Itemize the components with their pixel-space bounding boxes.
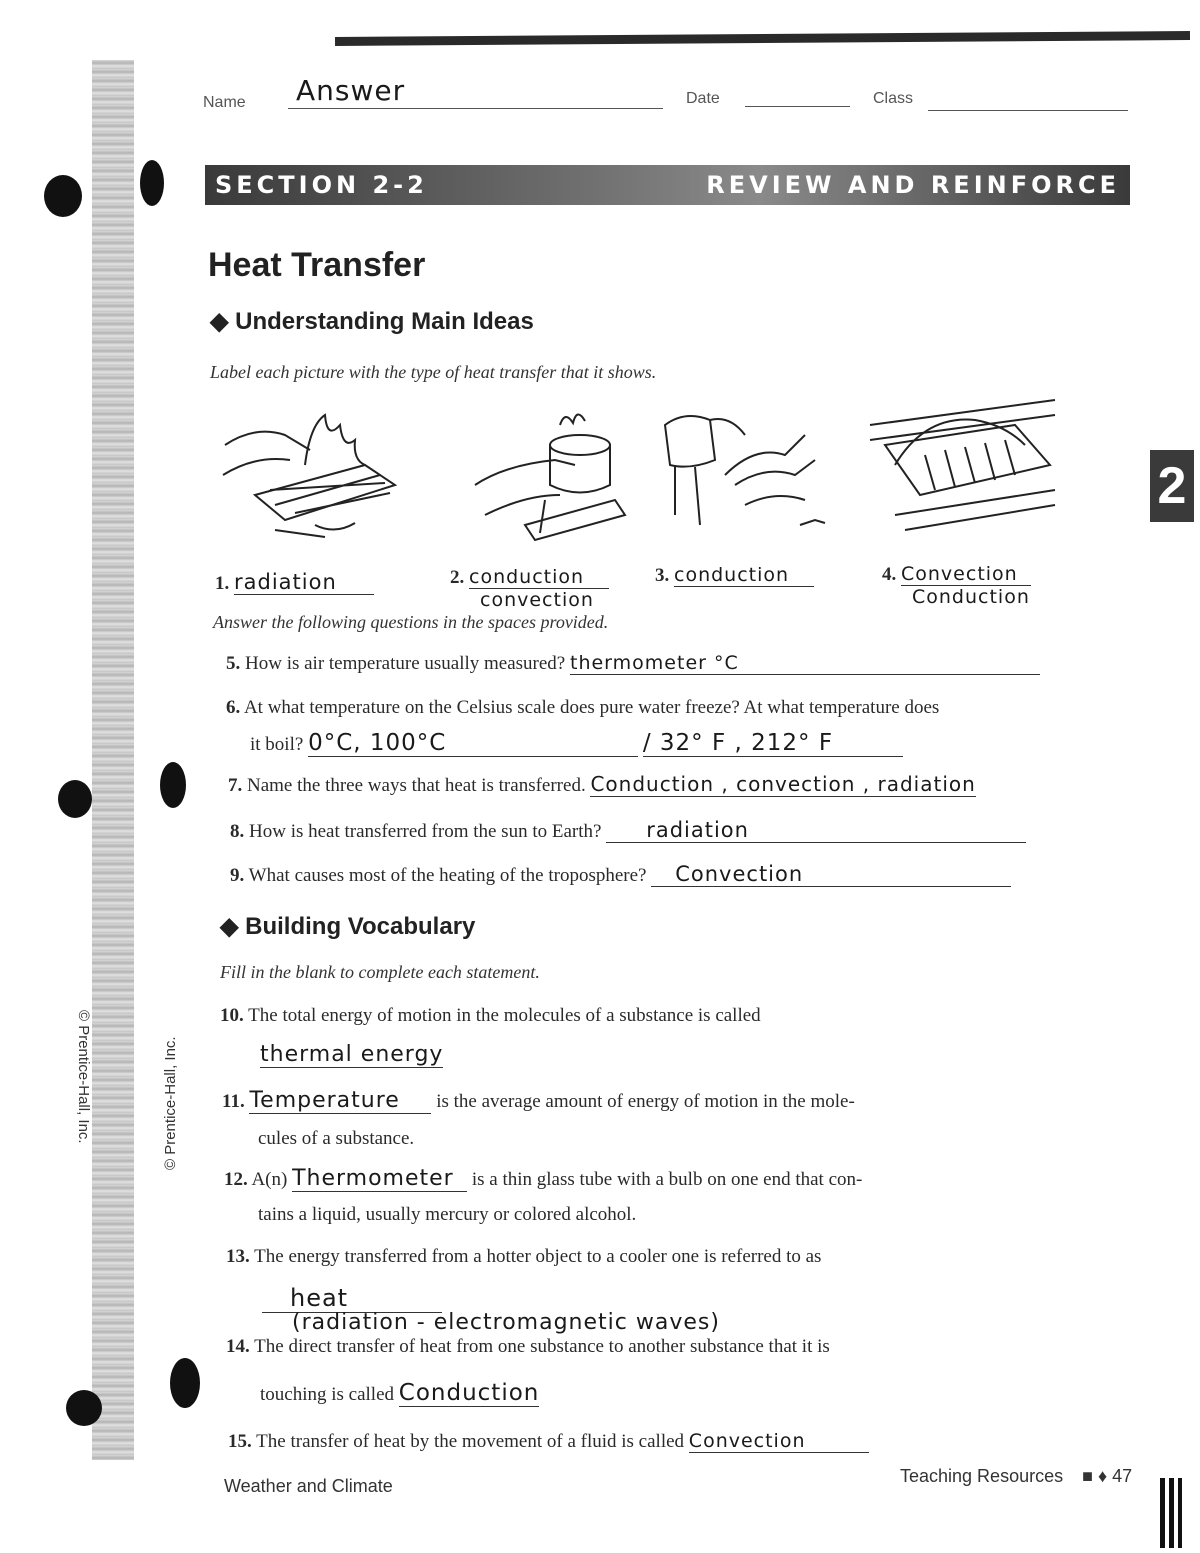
vocab-instruction: Fill in the blank to complete each statement. — [220, 962, 540, 982]
vocab-heading-text: Building Vocabulary — [245, 913, 476, 940]
answer-12[interactable]: Thermometer — [292, 1166, 467, 1192]
copyright-outer: © Prentice-Hall, Inc. — [75, 1010, 92, 1144]
answer-5[interactable]: thermometer °C — [570, 652, 1040, 675]
page-number: ■ ♦ 47 — [1082, 1466, 1133, 1486]
class-field[interactable] — [928, 92, 1128, 111]
main-ideas-instruction: Label each picture with the type of heat transfer that it shows. — [210, 362, 657, 382]
section-number: SECTION 2-2 — [215, 171, 428, 199]
question-6: 6. At what temperature on the Celsius scale does pure water freeze? At what temperature does — [226, 697, 940, 718]
punch-hole-1 — [44, 175, 82, 217]
answer-13[interactable]: heat — [262, 1284, 442, 1313]
picture-label-3: 3. conduction — [655, 564, 814, 587]
picture-1-campfire-hands — [215, 405, 405, 545]
class-label: Class — [873, 90, 914, 107]
answer-14[interactable]: Conduction — [398, 1380, 540, 1406]
picture-answer-4[interactable]: Convection — [901, 563, 1031, 586]
answer-10[interactable]: thermal energy — [260, 1042, 444, 1067]
question-7: 7. Name the three ways that heat is transferred. Conduction , convection , radiation — [228, 772, 976, 796]
question-10-answer-line — [260, 1042, 443, 1068]
punch-hole-3 — [58, 780, 92, 818]
question-14-line2: touching is called Conduction — [260, 1380, 540, 1406]
question-13: 13. The energy transferred from a hotter object to a cooler one is referred to as — [226, 1246, 822, 1267]
picture-3-iron-on-cloth — [655, 405, 840, 545]
question-8: 8. How is heat transferred from the sun to Earth? radiation — [230, 818, 1026, 843]
punch-hole-4 — [160, 762, 186, 808]
binder-shadow — [92, 60, 134, 1460]
top-scan-line — [335, 31, 1190, 46]
picture-2-pan-on-stove — [465, 405, 635, 545]
footer-resource: Teaching Resources ■ ♦ 47 — [900, 1466, 1133, 1486]
picture-label-2: 2. conduction convection — [450, 566, 609, 611]
question-15: 15. The transfer of heat by the movement of a fluid is called Convection — [228, 1430, 869, 1453]
question-12-line2: tains a liquid, usually mercury or colored alcohol. — [258, 1204, 637, 1225]
question-10: 10. The total energy of motion in the molecules of a substance is called — [220, 1005, 761, 1026]
answer-8[interactable]: radiation — [606, 818, 1026, 843]
answer-7[interactable]: Conduction , convection , radiation — [590, 772, 976, 796]
answer-9[interactable]: Convection — [651, 862, 1011, 887]
answer-15[interactable]: Convection — [689, 1430, 869, 1453]
answer-6a[interactable]: 0°C, 100°C — [308, 730, 638, 757]
main-ideas-heading — [210, 307, 534, 336]
main-ideas-heading-text: Understanding Main Ideas — [235, 308, 534, 335]
date-label: Date — [686, 90, 720, 107]
picture-answer-3[interactable]: conduction — [674, 564, 814, 587]
diamond-bullet-icon: ◆ — [210, 308, 236, 335]
picture-answer-2[interactable]: conduction — [469, 566, 609, 589]
picture-4-radiator-heater — [865, 395, 1065, 540]
page-title: Heat Transfer — [208, 246, 426, 284]
copyright-inner: © Prentice-Hall, Inc. — [162, 1036, 179, 1170]
picture-answer-4b: Conduction — [912, 586, 1030, 608]
picture-label-4: 4. Convection Conduction — [882, 563, 1030, 608]
name-field[interactable] — [288, 74, 663, 109]
picture-answer-1[interactable]: radiation — [234, 570, 374, 595]
question-14: 14. The direct transfer of heat from one substance to another substance that it is — [226, 1336, 830, 1357]
answer-11[interactable]: Temperature — [249, 1088, 431, 1114]
questions-instruction: Answer the following questions in the spaces provided. — [213, 612, 609, 632]
name-label: Name — [203, 94, 246, 111]
question-6-line2: it boil? 0°C, 100°C / 32° F , 212° F — [250, 730, 903, 757]
chapter-tab: 2 — [1150, 450, 1194, 522]
picture-answer-2b: convection — [480, 589, 594, 611]
punch-hole-5 — [66, 1390, 102, 1426]
vocab-heading — [220, 912, 475, 941]
answer-6b[interactable]: / 32° F , 212° F — [643, 730, 903, 757]
section-banner — [205, 165, 1130, 205]
question-5: 5. How is air temperature usually measured? thermometer °C — [226, 652, 1040, 675]
question-11-line2: cules of a substance. — [258, 1128, 415, 1149]
question-9: 9. What causes most of the heating of the troposphere? Convection — [230, 862, 1011, 887]
question-13-answer-line — [262, 1284, 442, 1313]
corner-marks — [1160, 1478, 1182, 1548]
picture-label-1: 1. radiation — [215, 570, 374, 595]
date-field[interactable] — [745, 88, 850, 107]
name-value: Answer — [296, 74, 406, 107]
diamond-bullet-icon: ◆ — [220, 913, 246, 940]
section-type: REVIEW AND REINFORCE — [706, 171, 1120, 199]
radiation-note: (radiation - electromagnetic waves) — [292, 1310, 720, 1335]
footer-book-title: Weather and Climate — [224, 1476, 393, 1496]
punch-hole-2 — [140, 160, 164, 206]
question-11: 11. Temperature is the average amount of energy of motion in the mole- — [222, 1088, 855, 1113]
question-12: 12. A(n) Thermometer is a thin glass tube with a bulb on one end that con- — [224, 1166, 863, 1191]
punch-hole-6 — [170, 1358, 200, 1408]
